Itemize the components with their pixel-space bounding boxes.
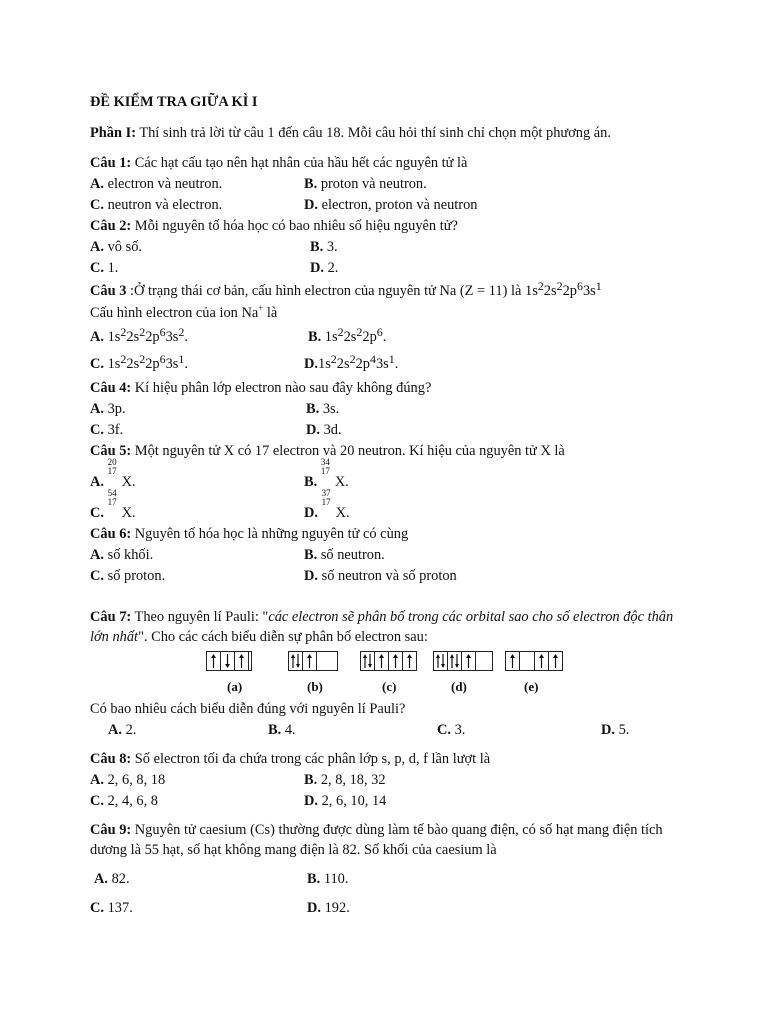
- q2-option-a[interactable]: [90, 239, 142, 255]
- q9-options-cd: [90, 898, 690, 919]
- option-text: proton và neutron.: [320, 175, 427, 192]
- option-letter: A.: [90, 546, 104, 563]
- up-down-arrows-icon: [448, 652, 461, 670]
- option-letter: A.: [90, 175, 104, 192]
- question-1: [90, 153, 690, 174]
- question-7: [90, 607, 680, 648]
- question-text: Nguyên tử caesium (Cs) thường được dùng làm tế bào quang điện, có số hạt mang điện tích dương là 55 hạt, số hạt không mang điện là 82. Số khối của caesium là: [90, 821, 663, 858]
- option-letter: B.: [304, 175, 318, 192]
- up-arrow-icon: [403, 652, 416, 670]
- question-8: [90, 749, 690, 770]
- option-text: vô số.: [107, 238, 142, 255]
- q4-option-b[interactable]: [306, 399, 339, 420]
- option-text: 110.: [323, 870, 349, 887]
- q3-option-c[interactable]: C. $1s^22s^22p^63s^1$.: [90, 351, 188, 372]
- q8-option-a[interactable]: [90, 772, 165, 788]
- option-text: 2, 4, 6, 8: [107, 792, 158, 809]
- q3-option-d[interactable]: $D.1s^22s^22p^43s^1$.: [304, 351, 399, 372]
- up-arrow-icon: [506, 652, 519, 670]
- element-symbol: X.: [334, 473, 349, 490]
- q8-option-c[interactable]: [90, 793, 158, 809]
- mass-number: 54: [107, 487, 117, 498]
- option-letter: C.: [90, 567, 104, 584]
- option-letter: D.: [601, 721, 615, 738]
- question-label: Câu 6:: [90, 525, 132, 542]
- q3-options-ab: [90, 324, 690, 351]
- question-3: Câu 3 :Ở trạng thái cơ bản, cấu hình electron của nguyên tử Na (Z = 11) là $1s^22s^22p^63s^1$: [90, 278, 602, 299]
- option-text: 3f.: [107, 421, 124, 438]
- option-text: 2.: [327, 259, 339, 276]
- up-arrow-icon: [549, 652, 562, 670]
- question-text: là: [263, 304, 278, 321]
- isotope-notation: [320, 456, 335, 486]
- q2-option-b[interactable]: [310, 237, 338, 258]
- q6-options-ab: [90, 545, 690, 566]
- orbital-diagram-b: [288, 651, 338, 671]
- option-letter: B.: [308, 328, 322, 345]
- q2-options-ab: [90, 237, 690, 258]
- option-text: electron, proton và neutron: [321, 196, 478, 213]
- q4-option-d[interactable]: [306, 420, 342, 441]
- q2-option-d[interactable]: [310, 258, 338, 279]
- q7-option-b[interactable]: [268, 720, 296, 741]
- q7-option-a[interactable]: [108, 720, 136, 741]
- q9-option-d[interactable]: [307, 898, 350, 919]
- option-letter: D.: [304, 504, 318, 521]
- option-letter: C.: [90, 792, 104, 809]
- up-arrow-icon: [303, 652, 316, 670]
- option-text: 3.: [454, 721, 466, 738]
- mass-number: 20: [107, 456, 117, 467]
- q5-options-cd: [90, 487, 690, 524]
- option-text: 3s.: [322, 400, 340, 417]
- q2-option-c[interactable]: [90, 260, 118, 276]
- option-letter: B.: [304, 473, 318, 490]
- option-letter: B.: [310, 238, 324, 255]
- option-text: 2, 8, 18, 32: [320, 771, 386, 788]
- orbital-diagram-d: [433, 651, 493, 671]
- q6-option-c[interactable]: [90, 568, 165, 584]
- isotope-notation: [107, 487, 122, 517]
- question-label: Câu 9:: [90, 821, 132, 838]
- q1-option-d[interactable]: [304, 195, 477, 216]
- option-letter: B.: [304, 546, 318, 563]
- q8-option-d[interactable]: [304, 791, 386, 812]
- question-text: ". Cho các cách biểu diễn sự phân bố electron sau:: [138, 629, 428, 645]
- q3-option-b[interactable]: B. $1s^22s^22p^6$.: [308, 324, 387, 345]
- option-text: 3p.: [107, 400, 126, 417]
- option-letter: C.: [90, 899, 104, 916]
- option-text: neutron và electron.: [107, 196, 223, 213]
- up-down-arrows-icon: [434, 652, 447, 670]
- question-text: Các hạt cấu tạo nên hạt nhân của hầu hết các nguyên tử là: [131, 154, 468, 171]
- atomic-number: 17: [321, 496, 331, 507]
- option-letter: A.: [90, 400, 104, 417]
- q1-option-c[interactable]: [90, 197, 222, 213]
- option-text: số neutron và số proton: [321, 567, 457, 584]
- option-text: 2, 6, 8, 18: [107, 771, 166, 788]
- option-text: số khối.: [107, 546, 154, 563]
- question-4: [90, 378, 690, 399]
- exam-title: ĐỀ KIỂM TRA GIỮA KÌ I: [90, 94, 258, 110]
- q6-option-d[interactable]: [304, 566, 457, 587]
- option-text: 82.: [111, 870, 130, 887]
- question-label: Câu 1:: [90, 154, 132, 171]
- q3-options-cd: [90, 351, 690, 378]
- pauli-quote: các electron sẽ phân bố trong các orbital sao cho số electron độc thân lớn nhất: [90, 608, 674, 645]
- q3-option-a[interactable]: A. $1s^22s^22p^63s^2$.: [90, 324, 188, 345]
- question-text: Số electron tối đa chứa trong các phân lớp s, p, d, f lần lượt là: [131, 750, 491, 767]
- option-letter: A.: [90, 771, 104, 788]
- q9-option-c[interactable]: [90, 900, 133, 916]
- option-letter: D.: [304, 196, 318, 213]
- q6-option-a[interactable]: [90, 547, 153, 563]
- q1-options-cd: [90, 195, 690, 216]
- option-text: 2, 6, 10, 14: [321, 792, 387, 809]
- q6-option-b[interactable]: [304, 545, 385, 566]
- question-5: [90, 441, 690, 462]
- q8-options-ab: [90, 770, 690, 791]
- orbital-diagrams: [90, 651, 690, 699]
- orbital-diagram-c: [360, 651, 417, 671]
- option-text: số neutron.: [320, 546, 385, 563]
- q5-options-ab: [90, 456, 690, 493]
- element-symbol: X.: [121, 473, 136, 490]
- atomic-number: 17: [320, 465, 330, 476]
- diagram-label-a: (a): [227, 678, 243, 694]
- q2-options-cd: [90, 258, 690, 279]
- q7-options: [90, 720, 690, 741]
- option-text: 1.: [107, 259, 119, 276]
- q1-option-b[interactable]: [304, 174, 427, 195]
- question-label: Câu 2:: [90, 217, 132, 234]
- question-text: Theo nguyên lí Pauli: ": [131, 608, 269, 625]
- exam-page: [90, 92, 690, 919]
- q9-option-b[interactable]: [307, 869, 348, 890]
- question-label: Câu 7:: [90, 608, 132, 625]
- q5-option-c[interactable]: [90, 487, 136, 521]
- q4-options-ab: [90, 399, 690, 420]
- question-2: [90, 216, 690, 237]
- question-text: Cấu hình electron của ion Na: [90, 304, 259, 321]
- diagram-label-d: (d): [451, 678, 467, 694]
- isotope-notation: [107, 456, 122, 486]
- option-text: số proton.: [107, 567, 166, 584]
- orbital-diagram-e: [505, 651, 563, 671]
- up-down-arrows-icon: [289, 652, 302, 670]
- option-text: 3d.: [323, 421, 342, 438]
- option-letter: C.: [90, 196, 104, 213]
- question-text: :Ở trạng thái cơ bản, cấu hình electron của nguyên tử Na (Z = 11) là 1s: [126, 282, 538, 299]
- option-letter: A.: [94, 870, 108, 887]
- option-letter: D.: [310, 259, 324, 276]
- question-label: Câu 3: [90, 282, 127, 299]
- diagram-label-b: (b): [307, 678, 323, 694]
- q1-option-a[interactable]: [90, 176, 222, 192]
- atomic-number: 17: [107, 496, 117, 507]
- option-letter: B.: [306, 400, 320, 417]
- q7-option-c[interactable]: [437, 720, 465, 741]
- question-label: Câu 8:: [90, 750, 132, 767]
- up-arrow-icon: [235, 652, 248, 670]
- q4-options-cd: [90, 420, 690, 441]
- question-label: Câu 4:: [90, 379, 132, 396]
- q9-options-ab: [90, 869, 690, 890]
- question-6: [90, 524, 690, 545]
- element-symbol: X.: [335, 504, 350, 521]
- up-arrow-icon: [375, 652, 388, 670]
- up-arrow-icon: [535, 652, 548, 670]
- up-arrow-icon: [462, 652, 475, 670]
- option-letter: C.: [90, 421, 104, 438]
- question-7-prompt: Có bao nhiêu cách biểu diễn đúng với nguyên lí Pauli?: [90, 700, 406, 717]
- isotope-notation: [321, 487, 336, 517]
- q7-option-d[interactable]: [601, 720, 629, 741]
- q1-options-ab: [90, 174, 690, 195]
- option-letter: D.: [307, 899, 321, 916]
- question-text: Nguyên tố hóa học là những nguyên tử có cùng: [131, 525, 409, 542]
- q9-option-a[interactable]: [94, 871, 130, 887]
- question-label: Câu 5:: [90, 442, 132, 459]
- option-text: electron và neutron.: [107, 175, 223, 192]
- option-letter: C.: [90, 504, 104, 521]
- option-letter: B.: [304, 771, 318, 788]
- up-down-arrows-icon: [361, 652, 374, 670]
- question-9: [90, 820, 680, 861]
- option-text: 4.: [284, 721, 296, 738]
- option-letter: D.: [304, 792, 318, 809]
- q4-option-a[interactable]: [90, 401, 126, 417]
- option-text: 5.: [618, 721, 630, 738]
- option-text: 3.: [326, 238, 338, 255]
- q5-option-d[interactable]: [304, 487, 350, 524]
- option-letter: C.: [90, 355, 104, 372]
- part1-label: Phần I:: [90, 124, 136, 141]
- atomic-number: 17: [107, 465, 117, 476]
- ion-charge: +: [258, 302, 264, 313]
- question-3-line2: [90, 303, 690, 324]
- option-letter: D.: [304, 355, 318, 372]
- diagram-label-c: (c): [382, 678, 397, 694]
- q4-option-c[interactable]: [90, 422, 123, 438]
- question-text: Kí hiệu phân lớp electron nào sau đây không đúng?: [131, 379, 432, 396]
- option-letter: C.: [437, 721, 451, 738]
- diagram-label-e: (e): [524, 678, 539, 694]
- option-letter: D.: [306, 421, 320, 438]
- option-letter: A.: [90, 238, 104, 255]
- q6-options-cd: [90, 566, 690, 587]
- option-text: 2.: [125, 721, 137, 738]
- down-arrow-icon: [221, 652, 234, 670]
- option-letter: C.: [90, 259, 104, 276]
- option-letter: B.: [307, 870, 321, 887]
- option-text: 192.: [324, 899, 350, 916]
- up-arrow-icon: [389, 652, 402, 670]
- element-symbol: X.: [121, 504, 136, 521]
- question-text: Một nguyên tử X có 17 electron và 20 neutron. Kí hiệu của nguyên tử X là: [131, 442, 565, 459]
- mass-number: 34: [320, 456, 330, 467]
- option-letter: A.: [108, 721, 122, 738]
- option-letter: D.: [304, 567, 318, 584]
- option-letter: A.: [90, 328, 104, 345]
- option-text: 137.: [107, 899, 133, 916]
- option-letter: A.: [90, 473, 104, 490]
- orbital-diagram-a: [206, 651, 252, 671]
- q8-options-cd: [90, 791, 690, 812]
- question-text: Mỗi nguyên tố hóa học có bao nhiêu số hiệu nguyên tử?: [131, 217, 458, 234]
- q8-option-b[interactable]: [304, 770, 386, 791]
- part1-instruction: [90, 123, 690, 144]
- option-letter: B.: [268, 721, 282, 738]
- part1-text: Thí sinh trả lời từ câu 1 đến câu 18. Mỗi câu hỏi thí sinh chỉ chọn một phương án.: [135, 124, 611, 141]
- up-arrow-icon: [207, 652, 220, 670]
- mass-number: 37: [321, 487, 331, 498]
